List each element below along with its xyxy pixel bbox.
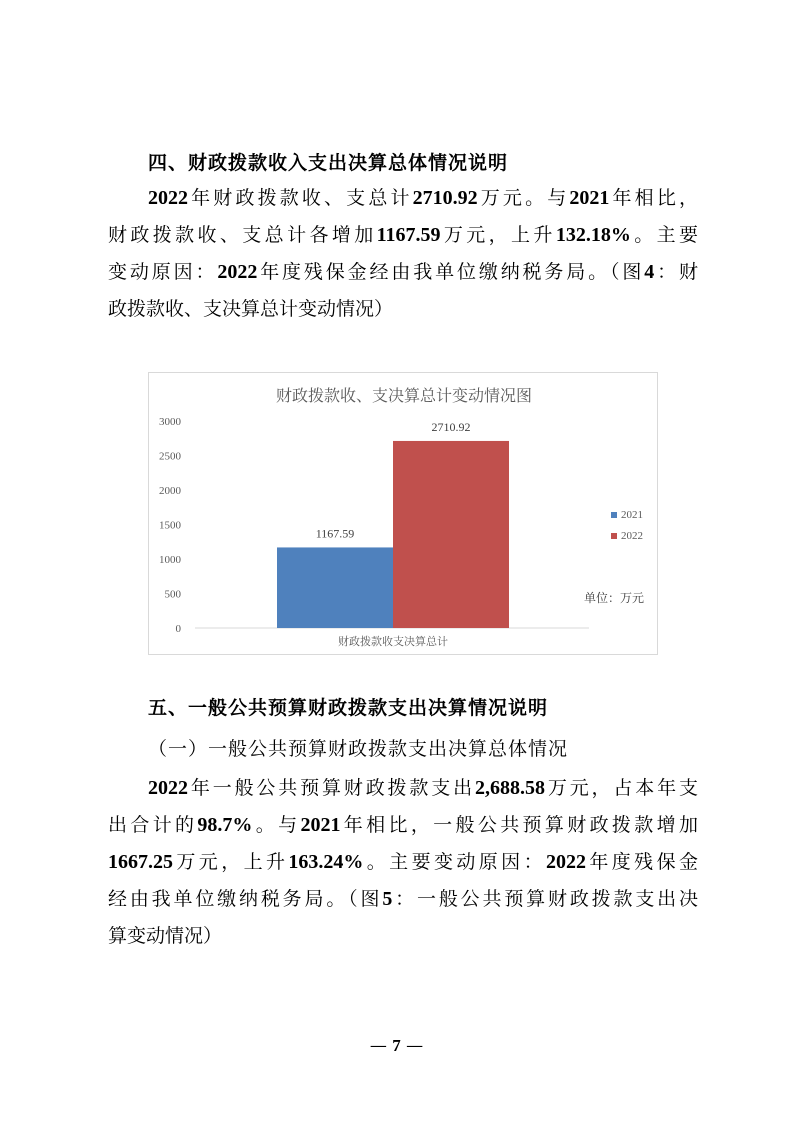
bar-chart [148,372,658,655]
bar-2021 [277,547,393,628]
paragraph-line: 经由我单位缴纳税务局。（图5：一般公共预算财政拨款支出决 [108,888,698,910]
paragraph-line: 1667.25万元，上升163.24%。主要变动原因：2022年度残保金 [108,851,698,873]
section4-paragraph [108,180,698,328]
section5-subheading: （一）一般公共预算财政拨款支出决算总体情况 [148,738,569,760]
legend-swatch [611,512,617,518]
y-tick-label: 0 [175,623,181,635]
legend-swatch [611,533,617,539]
bar-2022 [393,441,509,628]
paragraph-line: 2022年一般公共预算财政拨款支出2,688.58万元，占本年支 [148,777,698,799]
paragraph-line: 2022年财政拨款收、支总计2710.92万元。与2021年相比， [148,187,698,209]
section4-heading: 四、财政拨款收入支出决算总体情况说明 [148,152,509,174]
unit-note: 单位：万元 [584,591,645,605]
data-label: 2710.92 [431,419,471,434]
y-tick-label: 500 [164,588,181,601]
legend-label: 2022 [621,530,643,542]
paragraph-line: 变动原因：2022年度残保金经由我单位缴纳税务局。（图4：财 [108,261,698,283]
y-tick-label: 2000 [159,485,181,497]
y-tick-label: 1500 [159,519,181,532]
bar-chart-svg [149,373,659,656]
x-category-label: 财政拨款收支决算总计 [338,635,448,648]
y-tick-label: 3000 [159,416,181,428]
paragraph-line: 算变动情况） [108,925,223,947]
legend-label: 2021 [621,509,643,521]
section5-paragraph [108,770,698,955]
section5-heading: 五、一般公共预算财政拨款支出决算情况说明 [148,697,549,719]
paragraph-line: 政拨款收、支决算总计变动情况） [108,298,394,320]
y-tick-label: 1000 [159,554,181,566]
paragraph-line: 出合计的98.7%。与2021年相比，一般公共预算财政拨款增加 [108,814,698,836]
page-number: — 7 — [369,1036,424,1056]
chart-title: 财政拨款收、支决算总计变动情况图 [275,386,533,405]
data-label: 1167.59 [315,526,355,541]
paragraph-line: 财政拨款收、支总计各增加1167.59万元，上升132.18%。主要 [108,224,698,246]
y-tick-label: 2500 [159,450,181,463]
